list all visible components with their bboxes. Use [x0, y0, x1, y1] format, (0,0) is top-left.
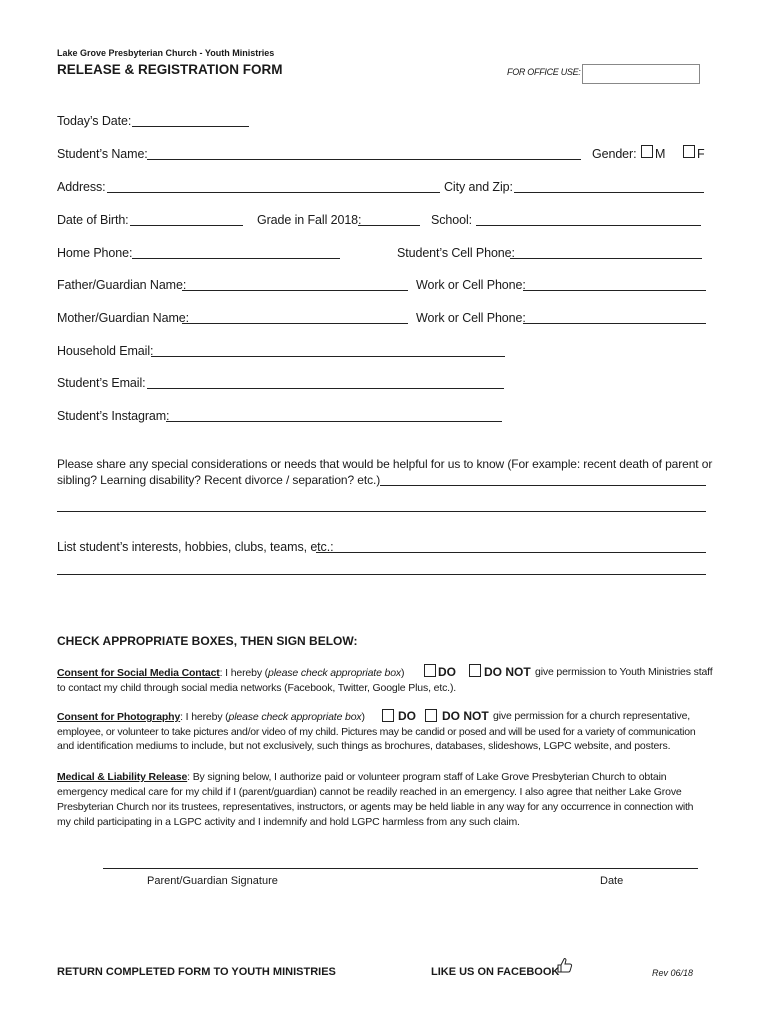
- medical-release-line-3: Presbyterian Church nor its trustees, representatives, instructors, or agents may be held liable in any way for any occurrence in connection with: [57, 801, 694, 813]
- interests-field-2[interactable]: [57, 574, 706, 575]
- mother-field[interactable]: [182, 323, 408, 324]
- father-phone-field[interactable]: [523, 290, 706, 291]
- interests-field-1[interactable]: [316, 552, 706, 553]
- photo-consent-post: ): [361, 711, 365, 723]
- gender-label: Gender:: [592, 147, 637, 161]
- medical-release-line-4: my child participating in a LGPC activity and I indemnify and hold LGPC harmless from any such claim.: [57, 816, 520, 828]
- father-field[interactable]: [182, 290, 408, 291]
- page-title: RELEASE & REGISTRATION FORM: [57, 62, 283, 77]
- social-do-not-label: DO NOT: [484, 665, 531, 679]
- photo-do-label: DO: [398, 709, 416, 723]
- considerations-field-1[interactable]: [380, 485, 706, 486]
- facebook-text[interactable]: LIKE US ON FACEBOOK: [431, 966, 560, 978]
- social-do-not-checkbox[interactable]: [469, 664, 481, 677]
- social-consent-pre: : I hereby (: [219, 667, 269, 679]
- student-instagram-label: Student’s Instagram:: [57, 409, 170, 423]
- household-email-field[interactable]: [151, 356, 505, 357]
- photo-consent-rest: give permission for a church representative,: [493, 710, 691, 722]
- dob-label: Date of Birth:: [57, 213, 129, 227]
- city-zip-label: City and Zip:: [444, 180, 513, 194]
- social-consent-line-2: to contact my child through social media networks (Facebook, Twitter, Google Plus, etc.).: [57, 682, 457, 694]
- photo-consent-line-1: [57, 710, 365, 725]
- photo-consent-title: Consent for Photography: [57, 711, 181, 723]
- student-name-field[interactable]: [147, 159, 581, 160]
- todays-date-field[interactable]: [132, 126, 249, 127]
- grade-field[interactable]: [358, 225, 420, 226]
- org-name: Lake Grove Presbyterian Church - Youth Ministries: [57, 48, 275, 58]
- medical-release-line-1: [57, 770, 666, 785]
- mother-label: Mother/Guardian Name:: [57, 311, 189, 325]
- gender-f-label: F: [697, 147, 705, 161]
- photo-do-not-label: DO NOT: [442, 709, 489, 723]
- social-consent-post: ): [401, 667, 405, 679]
- father-label: Father/Guardian Name:: [57, 278, 187, 292]
- date-label: Date: [600, 875, 624, 887]
- office-use-box[interactable]: [582, 64, 700, 84]
- revision-label: Rev 06/18: [652, 968, 694, 978]
- photo-do-checkbox[interactable]: [382, 709, 394, 722]
- return-form-text: RETURN COMPLETED FORM TO YOUTH MINISTRIES: [57, 966, 336, 978]
- signature-line[interactable]: [103, 868, 698, 869]
- gender-f-checkbox[interactable]: [683, 145, 695, 158]
- student-cell-field[interactable]: [510, 258, 702, 259]
- mother-phone-field[interactable]: [523, 323, 706, 324]
- social-do-label: DO: [438, 665, 456, 679]
- address-field[interactable]: [107, 192, 440, 193]
- office-use-label: FOR OFFICE USE:: [507, 67, 581, 77]
- city-zip-field[interactable]: [514, 192, 704, 193]
- interests-label: List student’s interests, hobbies, clubs, teams, etc.:: [57, 540, 334, 554]
- home-phone-label: Home Phone:: [57, 246, 133, 260]
- photo-consent-pre: : I hereby (: [180, 711, 229, 723]
- medical-release-line-2: emergency medical care for my child if I (parent/guardian) cannot be readily reached in an emergency. I also agree that neither Lake Grove: [57, 786, 682, 798]
- father-phone-label: Work or Cell Phone:: [416, 278, 526, 292]
- medical-release-title: Medical & Liability Release: [57, 771, 188, 783]
- mother-phone-label: Work or Cell Phone:: [416, 311, 526, 325]
- social-consent-italic: please check appropriate box: [268, 667, 402, 679]
- social-consent-line-1: [57, 666, 404, 681]
- thumbs-up-icon[interactable]: [556, 956, 574, 974]
- home-phone-field[interactable]: [132, 258, 340, 259]
- parent-signature-label: Parent/Guardian Signature: [147, 875, 278, 887]
- photo-do-not-checkbox[interactable]: [425, 709, 437, 722]
- dob-field[interactable]: [130, 225, 243, 226]
- student-cell-label: Student’s Cell Phone:: [397, 246, 515, 260]
- school-field[interactable]: [476, 225, 701, 226]
- student-email-label: Student’s Email:: [57, 376, 146, 390]
- medical-release-text-1: : By signing below, I authorize paid or volunteer program staff of Lake Grove Presbyterian Church to obtain: [187, 771, 667, 783]
- school-label: School:: [431, 213, 472, 227]
- considerations-text-2: sibling? Learning disability? Recent divorce / separation? etc.): [57, 473, 381, 487]
- photo-consent-line-2: employee, or volunteer to take pictures and/or video of my child. Pictures may be candid or posed and will be used for a variety of communication: [57, 726, 696, 738]
- household-email-label: Household Email:: [57, 344, 154, 358]
- social-do-checkbox[interactable]: [424, 664, 436, 677]
- social-consent-rest: give permission to Youth Ministries staff: [535, 666, 713, 678]
- gender-m-label: M: [655, 147, 666, 161]
- student-instagram-field[interactable]: [166, 421, 502, 422]
- todays-date-label: Today’s Date:: [57, 114, 132, 128]
- student-email-field[interactable]: [147, 388, 504, 389]
- check-heading: CHECK APPROPRIATE BOXES, THEN SIGN BELOW:: [57, 634, 358, 648]
- student-name-label: Student’s Name:: [57, 147, 148, 161]
- address-label: Address:: [57, 180, 106, 194]
- considerations-text-1: Please share any special considerations or needs that would be helpful for us to know (For example: recent death of parent or: [57, 457, 713, 471]
- social-consent-title: Consent for Social Media Contact: [57, 667, 220, 679]
- grade-label: Grade in Fall 2018:: [257, 213, 362, 227]
- photo-consent-line-3: and identification mediums to include, but not exclusively, such things as brochures, databases, slideshows, LGPC website, and posters.: [57, 740, 671, 752]
- gender-m-checkbox[interactable]: [641, 145, 653, 158]
- considerations-field-2[interactable]: [57, 511, 706, 512]
- photo-consent-italic: please check appropriate box: [228, 711, 362, 723]
